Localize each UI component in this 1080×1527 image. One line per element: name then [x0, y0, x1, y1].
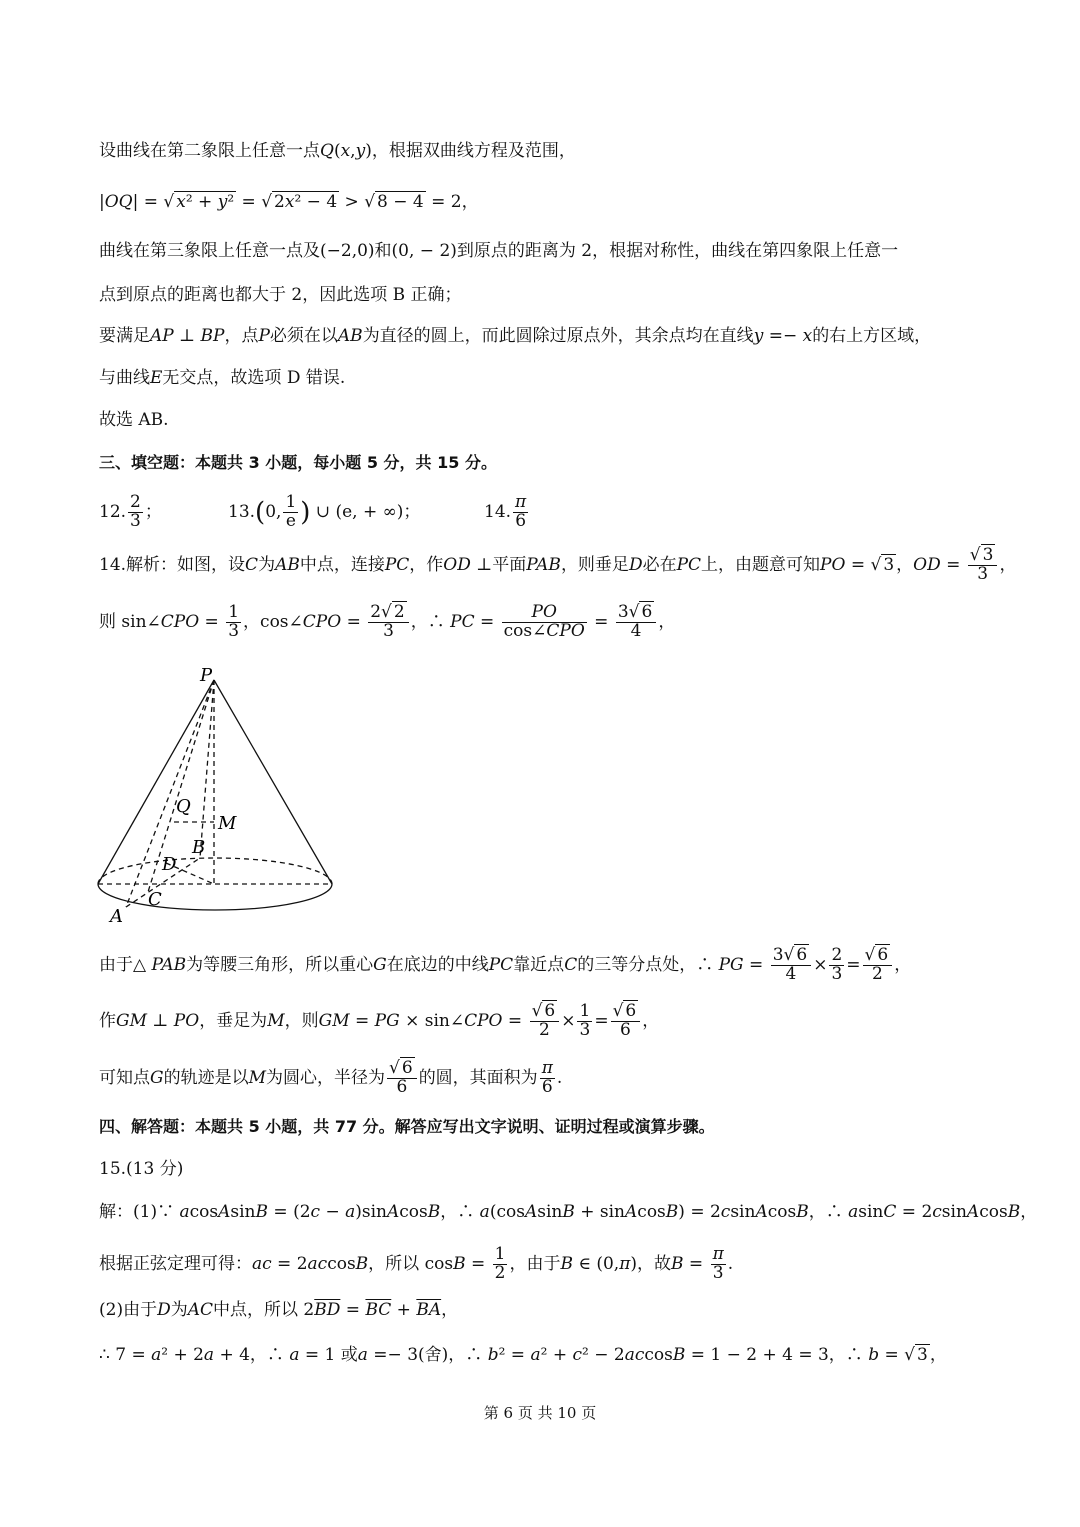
text-line-3: 曲线在第三象限上任意一点及(−2,0)和(0, − 2)到原点的距离为 2，根据对称性，曲线在第四象限上任意一: [99, 241, 899, 261]
answer-12: 12. $\frac{2}{3}$ ；: [99, 492, 162, 531]
text-line-7: 故选 AB.: [99, 410, 169, 430]
text-line-4: 点到原点的距离也都大于 2，因此选项 B 正确；: [99, 285, 462, 305]
section-4-heading: 四、解答题：本题共 5 小题，共 77 分。解答应写出文字说明、证明过程或演算步骤。: [99, 1117, 715, 1136]
text-line-14a: 14.解析：如图，设C为AB中点，连接PC，作OD ⊥平面PAB，则垂足D必在PC上，由题意可知PO = √ 3 ，OD = $\frac{√ 3}{3}$ ，: [99, 545, 1017, 584]
text-line-14c: 由于△ PAB为等腰三角形，所以重心G在底边的中线PC靠近点C的三等分点处，∴ PG = $\frac{3√ 6}{4}$ × $\frac{2}{3}$ = $\frac{√ 6}{2}$ ，: [99, 945, 912, 984]
section-3-heading: 三、填空题：本题共 3 小题，每小题 5 分，共 15 分。: [99, 453, 497, 472]
text-line-14e: 可知点G的轨迹是以M为圆心，半径为 $\frac{√ 6}{6}$ 的圆，其面积为 $\frac{\pi}{6}$ .: [99, 1058, 563, 1097]
label-D: D: [162, 854, 177, 875]
text-line-5: 要满足AP ⊥ BP，点P必须在以AB为直径的圆上，而此圆除过原点外，其余点均在直线y =− x的右上方区域，: [99, 326, 932, 346]
text-line-2: |OQ| = √ x² + y² = √ 2x² − 4 > √ 8 − 4 = 2，: [99, 192, 479, 212]
text-line-6: 与曲线E无交点，故选项 D 错误.: [99, 368, 346, 388]
label-M: M: [218, 813, 237, 834]
label-C: C: [148, 889, 162, 910]
text-line-15c: (2)由于D为AC中点，所以 $2\overline{BD} = \overline{BC} + \overline{BA}$，: [99, 1300, 459, 1320]
question-15-title: 15.(13 分): [99, 1159, 184, 1179]
cone-figure: [90, 660, 350, 930]
page-footer: 第 6 页 共 10 页: [483, 1404, 597, 1422]
text-line-1: 设曲线在第二象限上任意一点Q(x,y)，根据双曲线方程及范围，: [99, 141, 576, 161]
label-B: B: [192, 837, 206, 858]
text-line-15d: ∴ 7 = a² + 2a + 4，∴ a = 1 或a =− 3(舍)，∴ b² = a² + c² − 2accosB = 1 − 2 + 4 = 3，∴ b = √ 3 ，: [99, 1345, 947, 1365]
label-P: P: [200, 665, 213, 686]
answer-13: 13.(0, $\frac{1}{e}$ ) ∪ (e, + ∞)；: [228, 492, 421, 531]
text-line-14d: 作GM ⊥ PO，垂足为M，则GM = PG × sin∠CPO = $\frac{√ 6}{2}$ × $\frac{1}{3}$ = $\frac{√ 6}{6}$ ，: [99, 1001, 660, 1040]
label-A: A: [110, 906, 123, 927]
label-Q: Q: [176, 796, 191, 817]
answer-14: 14. $\frac{\pi}{6}$: [484, 492, 527, 531]
text-line-15a: 解：(1)∵ acosAsinB = (2c − a)sinAcosB，∴ a(cosAsinB + sinAcosB) = 2csinAcosB，∴ asinC = 2csinAcosB，: [99, 1202, 1038, 1222]
text-line-14b: 则 sin∠CPO = $\frac{1}{3}$ ，cos∠CPO = $\frac{2√ 2}{3}$ ，∴ PC = $\frac{PO}{\text{cos∠CPO}}$ = $\frac{3√ 6}{4}$ ，: [99, 602, 676, 641]
text-line-15b: 根据正弦定理可得：ac = 2accosB，所以 cosB = $\frac{1}{2}$ ，由于B ∈ (0,π)，故B = $\frac{\pi}{3}$ .: [99, 1244, 734, 1283]
